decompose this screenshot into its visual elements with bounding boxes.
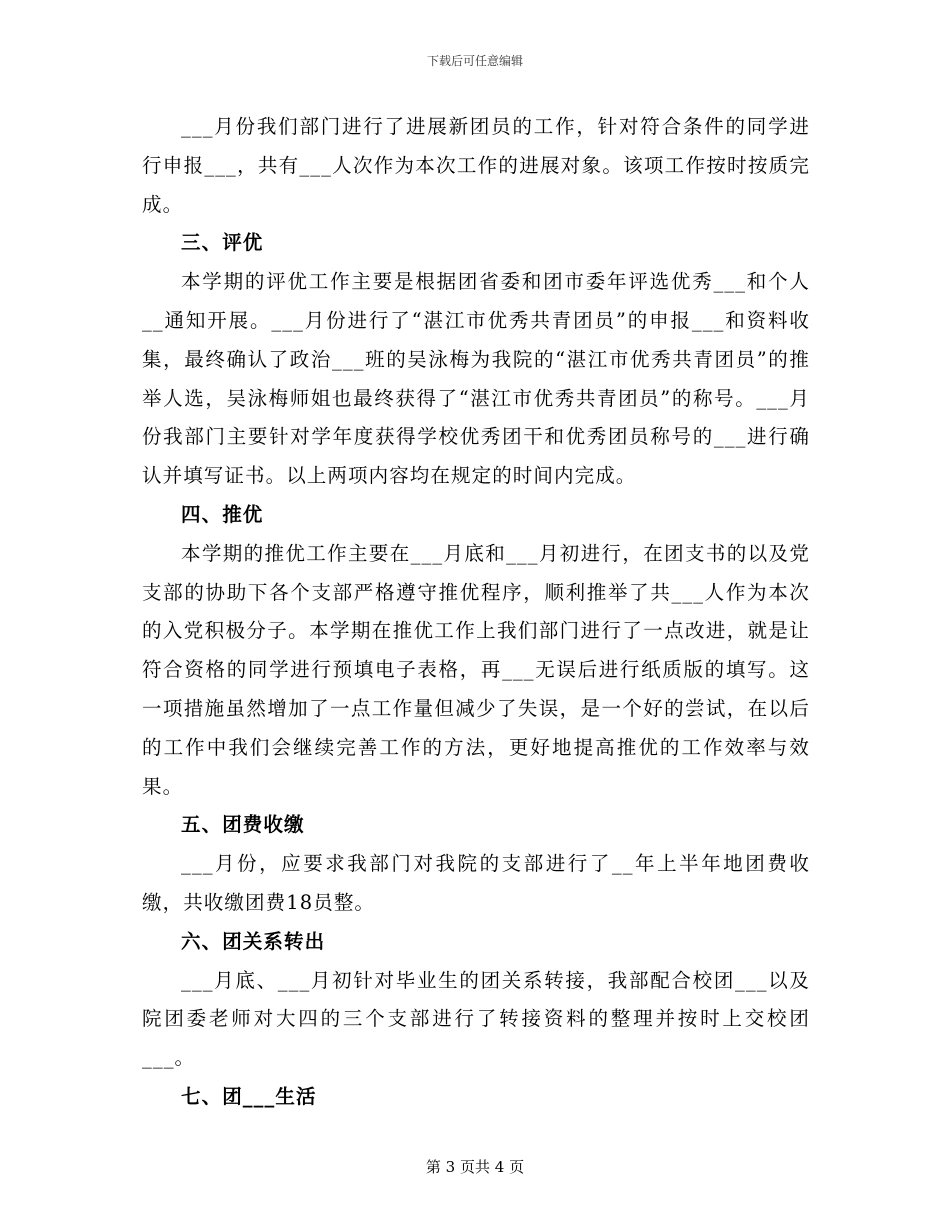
page-number: 第 3 页共 4 页 bbox=[425, 1158, 525, 1176]
paragraph-dues: ___月份，应要求我部门对我院的支部进行了__年上半年地团费收缴，共收缴团费18员整。 bbox=[142, 852, 810, 914]
paragraph-recommendation: 本学期的推优工作主要在___月底和___月初进行，在团支书的以及党支部的协助下各个支部严格遵守推优程序，顺利推举了共___人作为本次的入党积极分子。本学期在推优工作上我们部门进行了一点改进，就是让符合资格的同学进行预填电子表格，再___无误后进行纸质版的填写。这一项措施虽然增加了一点工作量但减少了失误，是一个好的尝试，在以后的工作中我们会继续完善工作的方法，更好地提高推优的工作效率与效果。 bbox=[142, 541, 810, 798]
section-heading-recommendation: 四、推优 bbox=[181, 502, 264, 526]
page-header: 下载后可任意编辑 bbox=[426, 54, 523, 68]
section-heading-transfer: 六、团关系转出 bbox=[181, 929, 326, 953]
section-heading-dues: 五、团费收缴 bbox=[181, 813, 305, 837]
paragraph-transfer: ___月底、___月初针对毕业生的团关系转接，我部配合校团___以及院团委老师对大四的三个支部进行了转接资料的整理并按时上交校团___。 bbox=[142, 968, 810, 1070]
paragraph-evaluation: 本学期的评优工作主要是根据团省委和团市委年评选优秀___和个人__通知开展。___月份进行了“湛江市优秀共青团员”的申报___和资料收集，最终确认了政治___班的吴泳梅为我院的“湛江市优秀共青团员”的推举人选，吴泳梅师姐也最终获得了“湛江市优秀共青团员”的称号。___月份我部门主要针对学年度获得学校优秀团干和优秀团员称号的___进行确认并填写证书。以上两项内容均在规定的时间内完成。 bbox=[142, 270, 810, 488]
section-heading-evaluation: 三、评优 bbox=[181, 231, 264, 255]
section-heading-activities: 七、团___生活 bbox=[181, 1084, 317, 1108]
paragraph-new-members: ___月份我们部门进行了进展新团员的工作，针对符合条件的同学进行申报___，共有___人次作为本次工作的进展对象。该项工作按时按质完成。 bbox=[142, 115, 810, 216]
document-body bbox=[142, 108, 810, 1117]
